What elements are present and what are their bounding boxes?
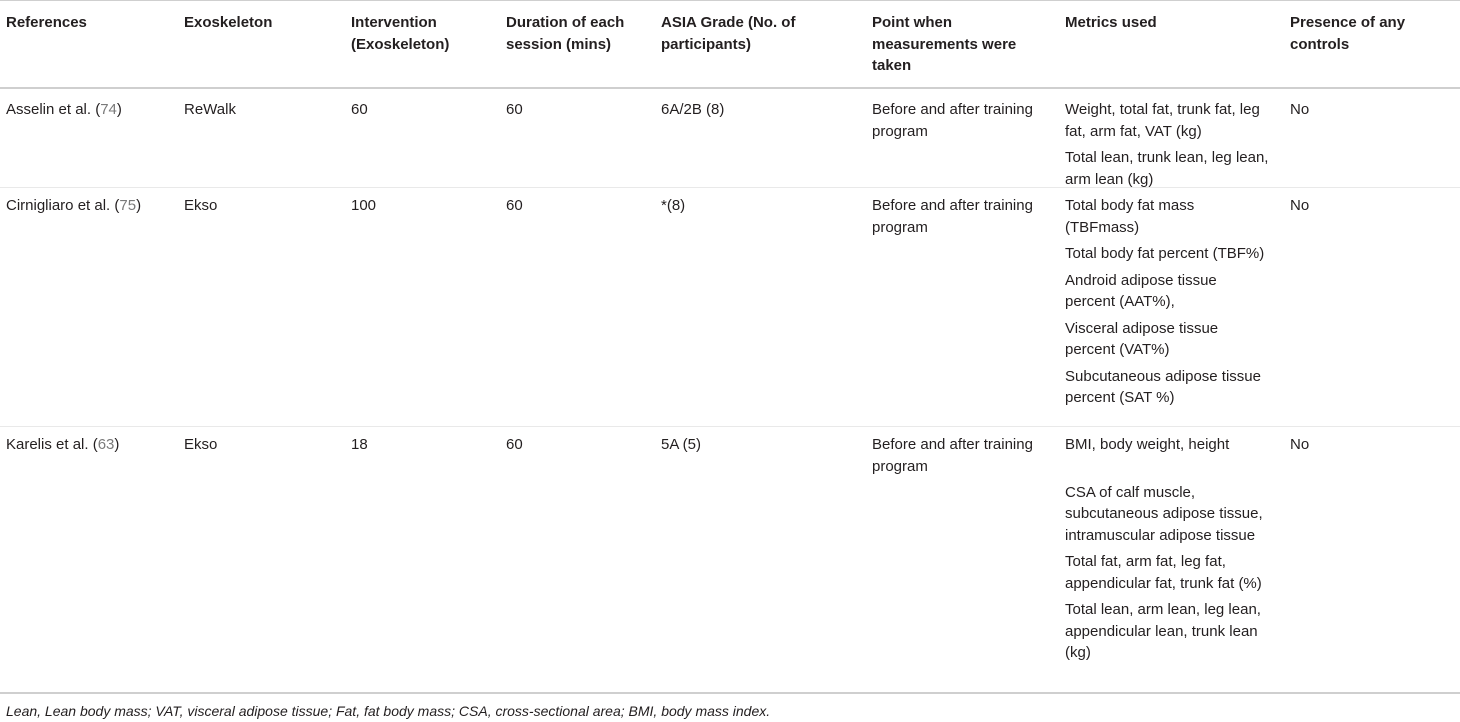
reference-link[interactable]: 63 [97, 436, 115, 453]
reference-text: Cirnigliaro et al. ( [6, 197, 120, 214]
metric-item: Total fat, arm fat, leg fat, appendicular fat, trunk fat (%) [1065, 553, 1262, 592]
metric-item: Android adipose tissue percent (AAT%), [1065, 271, 1217, 310]
row-2-controls: No [1290, 197, 1310, 214]
header-references: References [6, 14, 87, 31]
row-3-metrics [1065, 434, 1270, 664]
row-2-exoskeleton: Ekso [184, 197, 218, 214]
row-1-metrics [1065, 99, 1270, 190]
row-3-asia-grade: 5A (5) [661, 436, 702, 453]
header-metrics: Metrics used [1065, 14, 1157, 31]
header-controls: Presence of any controls [1290, 14, 1406, 53]
reference-close: ) [116, 101, 122, 118]
table-bottom-rule [0, 692, 1460, 694]
header-exoskeleton: Exoskeleton [184, 14, 273, 31]
row-1-controls: No [1290, 101, 1310, 118]
metric-item: Total body fat percent (TBF%) [1065, 245, 1265, 262]
row-2-intervention: 100 [351, 197, 377, 214]
table-footnote: Lean, Lean body mass; VAT, visceral adipose tissue; Fat, fat body mass; CSA, cross-sectional area; BMI, body mass index. [6, 703, 771, 719]
row-2-duration: 60 [506, 197, 523, 214]
row-1-measurement-point: Before and after training program [872, 101, 1033, 140]
header-duration: Duration of each session (mins) [506, 14, 625, 53]
row-2-metrics [1065, 195, 1270, 409]
row-divider [0, 426, 1460, 427]
metric-item: CSA of calf muscle, subcutaneous adipose tissue, intramuscular adipose tissue [1065, 483, 1263, 544]
header-rule [0, 87, 1460, 89]
metric-item: Subcutaneous adipose tissue percent (SAT %) [1065, 367, 1261, 406]
metric-item: Visceral adipose tissue percent (VAT%) [1065, 319, 1219, 358]
row-divider [0, 187, 1460, 188]
reference-link[interactable]: 74 [100, 101, 117, 118]
row-3-measurement-point: Before and after training program [872, 436, 1033, 475]
metric-item: Total lean, arm lean, leg lean, appendicular lean, trunk lean (kg) [1065, 601, 1261, 661]
row-2-reference [6, 195, 176, 217]
row-3-controls: No [1290, 436, 1310, 453]
row-1-reference [6, 99, 176, 121]
metric-item: Weight, total fat, trunk fat, leg fat, arm fat, VAT (kg) [1065, 101, 1260, 140]
metric-item: BMI, body weight, height [1065, 436, 1230, 453]
row-3-reference [6, 434, 176, 456]
row-2-asia-grade: *(8) [661, 197, 686, 214]
row-3-intervention: 18 [351, 436, 368, 453]
header-measurement-point: Point when measurements were taken [872, 14, 1017, 74]
reference-close: ) [136, 197, 142, 214]
reference-link[interactable]: 75 [119, 197, 137, 214]
metric-item: Total lean, trunk lean, leg lean, arm lean (kg) [1065, 149, 1269, 188]
row-1-intervention: 60 [351, 101, 368, 118]
row-3-duration: 60 [506, 436, 523, 453]
header-intervention: Intervention (Exoskeleton) [351, 14, 450, 53]
row-1-asia-grade: 6A/2B (8) [661, 101, 725, 118]
table-top-rule [0, 0, 1460, 1]
row-3-exoskeleton: Ekso [184, 436, 218, 453]
reference-close: ) [114, 436, 120, 453]
header-asia-grade: ASIA Grade (No. of participants) [661, 14, 796, 53]
reference-text: Asselin et al. ( [6, 101, 101, 118]
metric-item: Total body fat mass (TBFmass) [1065, 197, 1195, 236]
row-1-duration: 60 [506, 101, 523, 118]
row-2-measurement-point: Before and after training program [872, 197, 1033, 236]
row-1-exoskeleton: ReWalk [184, 101, 236, 118]
reference-text: Karelis et al. ( [6, 436, 98, 453]
